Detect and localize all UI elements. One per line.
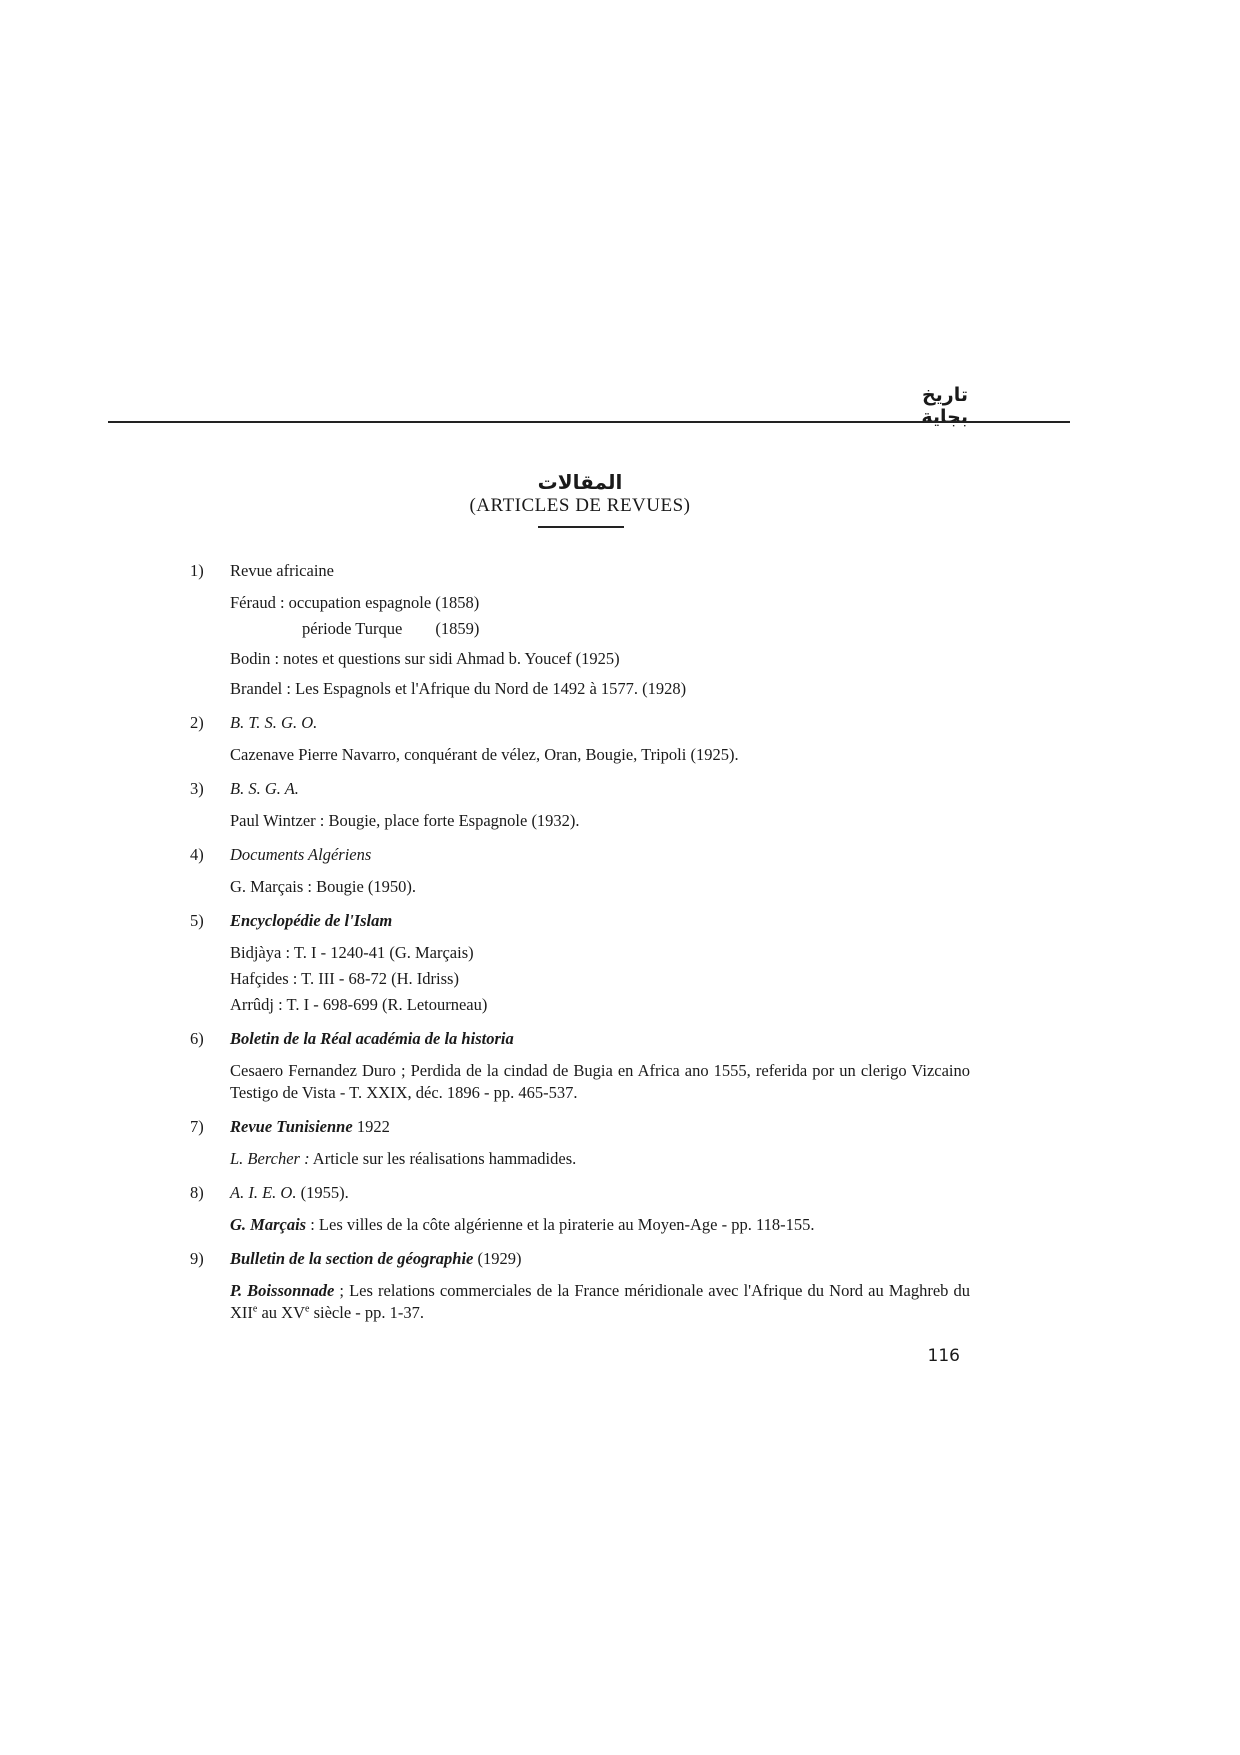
entry-7-items — [230, 1148, 970, 1170]
section-title-rule — [538, 526, 624, 528]
entry-4 — [190, 844, 970, 866]
journal-year: (1929) — [477, 1249, 522, 1268]
item-bidjaya: Bidjàya : T. I - 1240-41 (G. Marçais) — [230, 943, 474, 962]
entry-3-items — [230, 810, 970, 832]
journal-title: Bulletin de la section de géographie — [230, 1249, 474, 1268]
item-duro: Cesaero Fernandez Duro ; Perdida de la cindad de Bugia en Africa ano 1555, referida por un clerigo Vizcaino Testigo de Vista - T. XXIX, déc. 1896 - pp. 465-537. — [230, 1061, 970, 1102]
entry-number: 5) — [190, 911, 204, 930]
journal-title: A. I. E. O. — [230, 1183, 297, 1202]
entry-number: 9) — [190, 1249, 204, 1268]
article-text-1: ; Les relations commerciales de la France méridionale avec l'Afrique du Nord au Maghreb du XII — [230, 1281, 971, 1322]
entry-3 — [190, 778, 970, 800]
entry-number: 3) — [190, 779, 204, 798]
item-brandel: Brandel : Les Espagnols et l'Afrique du Nord de 1492 à 1577. (1928) — [230, 679, 687, 698]
entry-number: 6) — [190, 1029, 204, 1048]
superscript: e — [305, 1303, 310, 1315]
item-hafcides: Hafçides : T. III - 68-72 (H. Idriss) — [230, 969, 459, 988]
item-wintzer: Paul Wintzer : Bougie, place forte Espagnole (1932). — [230, 811, 580, 830]
journal-title: Revue africaine — [230, 561, 334, 580]
entry-2-items — [230, 744, 970, 766]
entry-9-items — [230, 1280, 970, 1324]
item-arrudj: Arrûdj : T. I - 698-699 (R. Letourneau) — [230, 995, 488, 1014]
item-marcais-1950: G. Marçais : Bougie (1950). — [230, 877, 417, 896]
page-number: 116 — [927, 1346, 960, 1366]
item-feraud-1: Féraud : occupation espagnole (1858) — [230, 593, 480, 612]
journal-title: B. S. G. A. — [230, 779, 299, 798]
journal-year: (1955). — [300, 1183, 349, 1202]
entry-number: 7) — [190, 1117, 204, 1136]
item-boissonnade — [230, 1280, 970, 1324]
journal-title: Encyclopédie de l'Islam — [230, 911, 393, 930]
entry-number: 4) — [190, 845, 204, 864]
superscript: e — [252, 1303, 258, 1315]
section-title-french: (ARTICLES DE REVUES) — [469, 495, 691, 516]
item-cazenave: Cazenave Pierre Navarro, conquérant de vélez, Oran, Bougie, Tripoli (1925). — [230, 745, 739, 764]
entry-6 — [190, 1028, 970, 1050]
article-text-3: siècle - pp. 1-37. — [309, 1303, 425, 1322]
article-text: Article sur les réalisations hammadides. — [312, 1149, 577, 1168]
author: P. Boissonnade — [230, 1281, 335, 1300]
author: L. Bercher : — [230, 1149, 310, 1168]
entry-2 — [190, 712, 970, 734]
author: G. Marçais — [230, 1215, 307, 1234]
running-head: تاريخ بجاية — [921, 384, 968, 428]
entry-7 — [190, 1116, 970, 1138]
entry-9 — [190, 1248, 970, 1270]
entry-number: 1) — [190, 561, 204, 580]
article-text: : Les villes de la côte algérienne et la piraterie au Moyen-Age - pp. 118-155. — [310, 1215, 815, 1234]
article-text-2: au XV — [257, 1303, 306, 1322]
entry-5 — [190, 910, 970, 932]
entry-number: 2) — [190, 713, 204, 732]
header-rule — [108, 421, 1070, 423]
journal-title: Boletin de la Réal académia de la historia — [230, 1029, 514, 1048]
bibliography-list — [190, 560, 970, 1324]
section-title-arabic: المقالات — [537, 470, 623, 494]
journal-title: B. T. S. G. O. — [230, 713, 318, 732]
entry-4-items — [230, 876, 970, 898]
item-bercher — [230, 1148, 970, 1170]
entry-8 — [190, 1182, 970, 1204]
entry-6-items — [230, 1060, 970, 1104]
journal-title: Documents Algériens — [230, 845, 372, 864]
entry-1 — [190, 560, 970, 582]
journal-year: 1922 — [356, 1117, 390, 1136]
item-bodin: Bodin : notes et questions sur sidi Ahmad b. Youcef (1925) — [230, 649, 620, 668]
entry-1-items — [230, 592, 970, 700]
entry-8-items — [230, 1214, 970, 1236]
item-marcais-villes — [230, 1214, 970, 1236]
item-feraud-2: période Turque (1859) — [302, 619, 480, 638]
entry-5-items — [230, 942, 970, 1016]
entry-number: 8) — [190, 1183, 204, 1202]
journal-title: Revue Tunisienne — [230, 1117, 353, 1136]
